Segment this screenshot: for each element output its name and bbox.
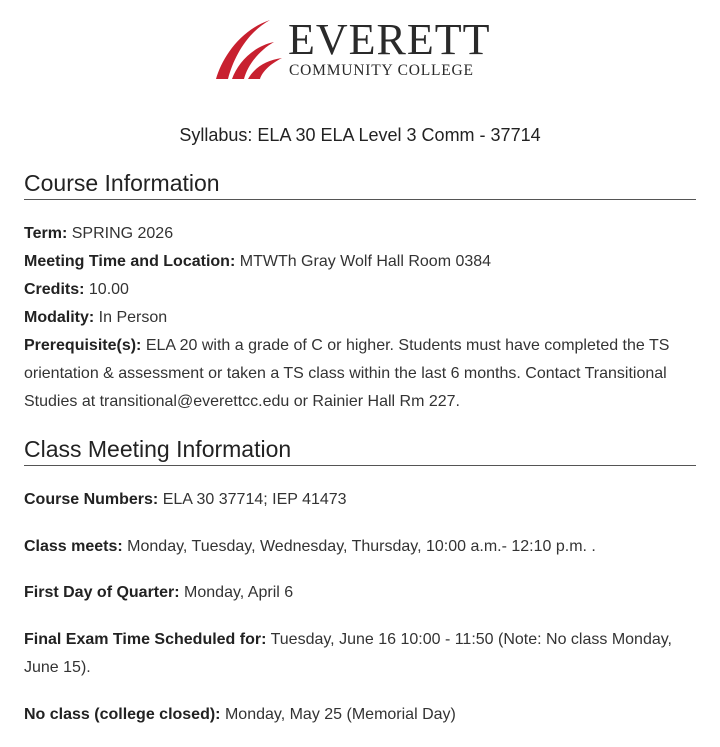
prerequisites-row [24, 332, 696, 416]
class-meeting-information-section [24, 486, 696, 747]
credits-row [24, 276, 696, 304]
course-information-section [24, 220, 696, 416]
final-exam-label: Final Exam Time Scheduled for: [24, 631, 267, 649]
course-numbers-label: Course Numbers: [24, 491, 159, 508]
modality-value: In Person [98, 309, 168, 326]
college-logo [214, 15, 506, 82]
course-numbers-row [24, 486, 696, 514]
first-day-label: First Day of Quarter: [24, 584, 180, 602]
class-meets-row [24, 533, 696, 561]
final-exam-value: Tuesday, June 16 10:00 - 11:50 (Note: No class Monday, June 15). [24, 631, 672, 677]
modality-row [24, 304, 696, 332]
class-meets-value: Monday, Tuesday, Wednesday, Thursday, 10:00 a.m.- 12:10 p.m. . [127, 537, 596, 555]
no-class-row [24, 701, 696, 729]
no-class-label: No class (college closed): [24, 705, 221, 723]
course-numbers-value: ELA 30 37714; IEP 41473 [162, 491, 347, 508]
prerequisites-value: ELA 20 with a grade of C or higher. Students must have completed the TS orientation & assessment or taken a TS class within the last 6 months. Contact Transitional Studies at transitional@everettcc.edu or Rainier Hall Rm 227. [24, 337, 670, 410]
syllabus-title: Syllabus: ELA 30 ELA Level 3 Comm - 37714 [179, 125, 541, 145]
term-row [24, 220, 696, 248]
meeting-label: Meeting Time and Location: [24, 253, 236, 270]
modality-label: Modality: [24, 309, 95, 326]
term-value: SPRING 2026 [71, 225, 174, 242]
class-meeting-information-heading: Class Meeting Information [24, 435, 696, 466]
course-information-heading: Course Information [24, 169, 696, 200]
meeting-row [24, 248, 696, 276]
final-exam-row [24, 626, 696, 682]
no-class-value: Monday, May 25 (Memorial Day) [224, 705, 456, 723]
prerequisites-label: Prerequisite(s): [24, 337, 142, 354]
credits-label: Credits: [24, 281, 85, 298]
logo-wordmark: EVERETT [288, 15, 491, 64]
swoosh-icon [214, 18, 286, 82]
meeting-value: MTWTh Gray Wolf Hall Room 0384 [239, 253, 492, 270]
term-label: Term: [24, 225, 68, 242]
credits-value: 10.00 [88, 281, 129, 298]
first-day-value: Monday, April 6 [184, 584, 294, 602]
first-day-row [24, 579, 696, 607]
logo-subtitle: COMMUNITY COLLEGE [289, 62, 474, 79]
class-meets-label: Class meets: [24, 537, 123, 555]
